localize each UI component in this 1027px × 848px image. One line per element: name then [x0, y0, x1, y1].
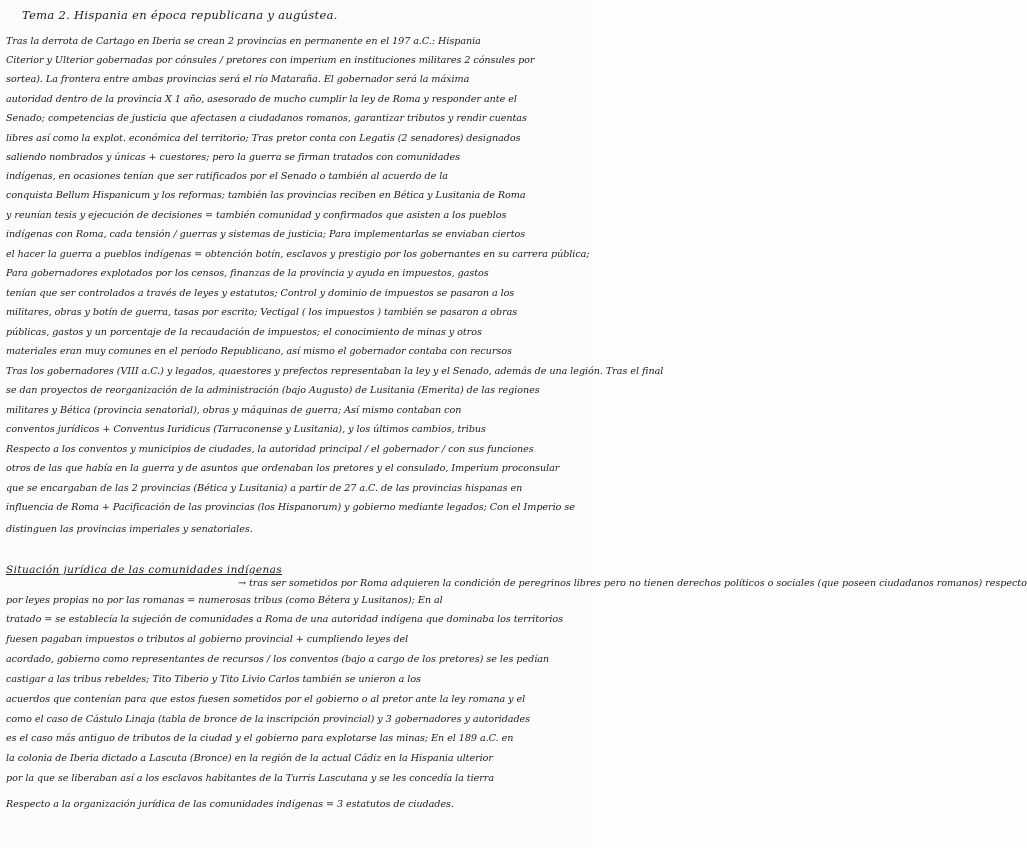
text-line: Senado; competencias de justicia que afectasen a ciudadanos romanos, garantizar tributos y rendir cuentas — [6, 113, 527, 124]
text-line: materiales eran muy comunes en el período Republicano, así mismo el gobernador contaba con recursos — [6, 346, 512, 357]
text-line: Tras los gobernadores (VIII a.C.) y legados, quaestores y prefectos representaban la ley y el Senado, además de una legión. Tras el final — [6, 366, 664, 377]
text-line: tratado = se establecía la sujeción de comunidades a Roma de una autoridad indígena que dominaba los territorios — [6, 614, 563, 625]
section-2-heading: Situación jurídica de las comunidades indígenas — [6, 564, 283, 576]
text-line: autoridad dentro de la provincia X 1 año, asesorado de mucho cumplir la ley de Roma y responder ante el — [6, 94, 517, 105]
text-line: castigar a las tribus rebeldes; Tito Tiberio y Tito Livio Carlos también se unieron a los — [6, 674, 421, 685]
text-line: por la que se liberaban así a los esclavos habitantes de la Turris Lascutana y se les concedía la tierra — [6, 773, 494, 784]
text-line: militares, obras y botín de guerra, tasas por escrito; Vectigal ( los impuestos ) también se pasaron a obras — [6, 307, 518, 318]
text-line: otros de las que había en la guerra y de asuntos que ordenaban los pretores y el consulado, Imperium proconsular — [6, 463, 560, 474]
text-line: influencia de Roma + Pacificación de las provincias (los Hispanorum) y gobierno mediante legados; Con el Imperio se — [6, 502, 575, 513]
text-line: la colonia de Iberia dictado a Lascuta (Bronce) en la región de la actual Cádiz en la Hispania ulterior — [6, 753, 493, 764]
text-line: como el caso de Cástulo Linaja (tabla de bronce de la inscripción provincial) y 3 gobernadores y autoridades — [6, 714, 531, 725]
text-line: militares y Bética (provincia senatorial), obras y máquinas de guerra; Así mismo contaban con — [6, 405, 462, 416]
text-line: acuerdos que contenían para que estos fuesen sometidos por el gobierno o al pretor ante la ley romana y el — [6, 694, 526, 705]
text-line: indígenas con Roma, cada tensión / guerras y sistemas de justicia; Para implementarlas se enviaban ciertos — [6, 229, 526, 240]
text-line: tenían que ser controlados a través de leyes y estatutos; Control y dominio de impuestos se pasaron a los — [6, 288, 515, 299]
text-line: → tras ser sometidos por Roma adquieren la condición de peregrinos libres pero no tienen derechos políticos o sociales (que poseen ciudadanos romanos) respecto — [238, 578, 1027, 589]
text-line: saliendo nombrados y únicas + cuestores; pero la guerra se firman tratados con comunidades — [6, 152, 460, 163]
text-line: fuesen pagaban impuestos o tributos al gobierno provincial + cumpliendo leyes del — [6, 634, 409, 645]
text-line: por leyes propias no por las romanas = numerosas tribus (como Bétera y Lusitanos); En al — [6, 595, 443, 606]
text-line: el hacer la guerra a pueblos indígenas = obtención botín, esclavos y prestigio por los gobernantes en su carrera pública; — [6, 249, 590, 260]
text-line: conquista Bellum Hispanicum y los reformas; también las provincias reciben en Bética y Lusitania de Roma — [6, 190, 526, 201]
text-line: Respecto a los conventos y municipios de ciudades, la autoridad principal / el gobernador / con sus funciones — [6, 444, 534, 455]
text-line: distinguen las provincias imperiales y senatoriales. — [6, 524, 253, 535]
text-line: y reunían tesis y ejecución de decisiones = también comunidad y confirmados que asisten a los pueblos — [6, 210, 507, 221]
text-line: Respecto a la organización jurídica de las comunidades indígenas = 3 estatutos de ciudades. — [6, 799, 454, 810]
text-line: sortea). La frontera entre ambas provincias será el río Mataraña. El gobernador será la máxima — [6, 74, 470, 85]
text-line: Para gobernadores explotados por los censos, finanzas de la provincia y ayuda en impuestos, gastos — [6, 268, 489, 279]
text-line: Tras la derrota de Cartago en Iberia se crean 2 provincias en permanente en el 197 a.C.: Hispania — [6, 36, 481, 47]
text-line: libres así como la explot. económica del territorio; Tras pretor conta con Legatis (2 senadores) designados — [6, 133, 521, 144]
text-line: públicas, gastos y un porcentaje de la recaudación de impuestos; el conocimiento de minas y otros — [6, 327, 482, 338]
text-line: Citerior y Ulterior gobernadas por cónsules / pretores con imperium en instituciones militares 2 cónsules por — [6, 55, 535, 66]
text-line: es el caso más antiguo de tributos de la ciudad y el gobierno para explotarse las minas; En el 189 a.C. en — [6, 733, 514, 744]
text-line: conventos jurídicos + Conventus Iuridicus (Tarraconense y Lusitania), y los últimos cambios, tribus — [6, 424, 486, 435]
text-line: indígenas, en ocasiones tenían que ser ratificados por el Senado o también al acuerdo de la — [6, 171, 448, 182]
text-line: que se encargaban de las 2 provincias (Bética y Lusitania) a partir de 27 a.C. de las provincias hispanas en — [6, 483, 523, 494]
text-line: se dan proyectos de reorganización de la administración (bajo Augusto) de Lusitania (Emerita) de las regiones — [6, 385, 540, 396]
page-title: Tema 2. Hispania en época republicana y augústea. — [22, 8, 338, 22]
text-line: acordado, gobierno como representantes de recursos / los conventos (bajo a cargo de los pretores) se les pedían — [6, 654, 550, 665]
